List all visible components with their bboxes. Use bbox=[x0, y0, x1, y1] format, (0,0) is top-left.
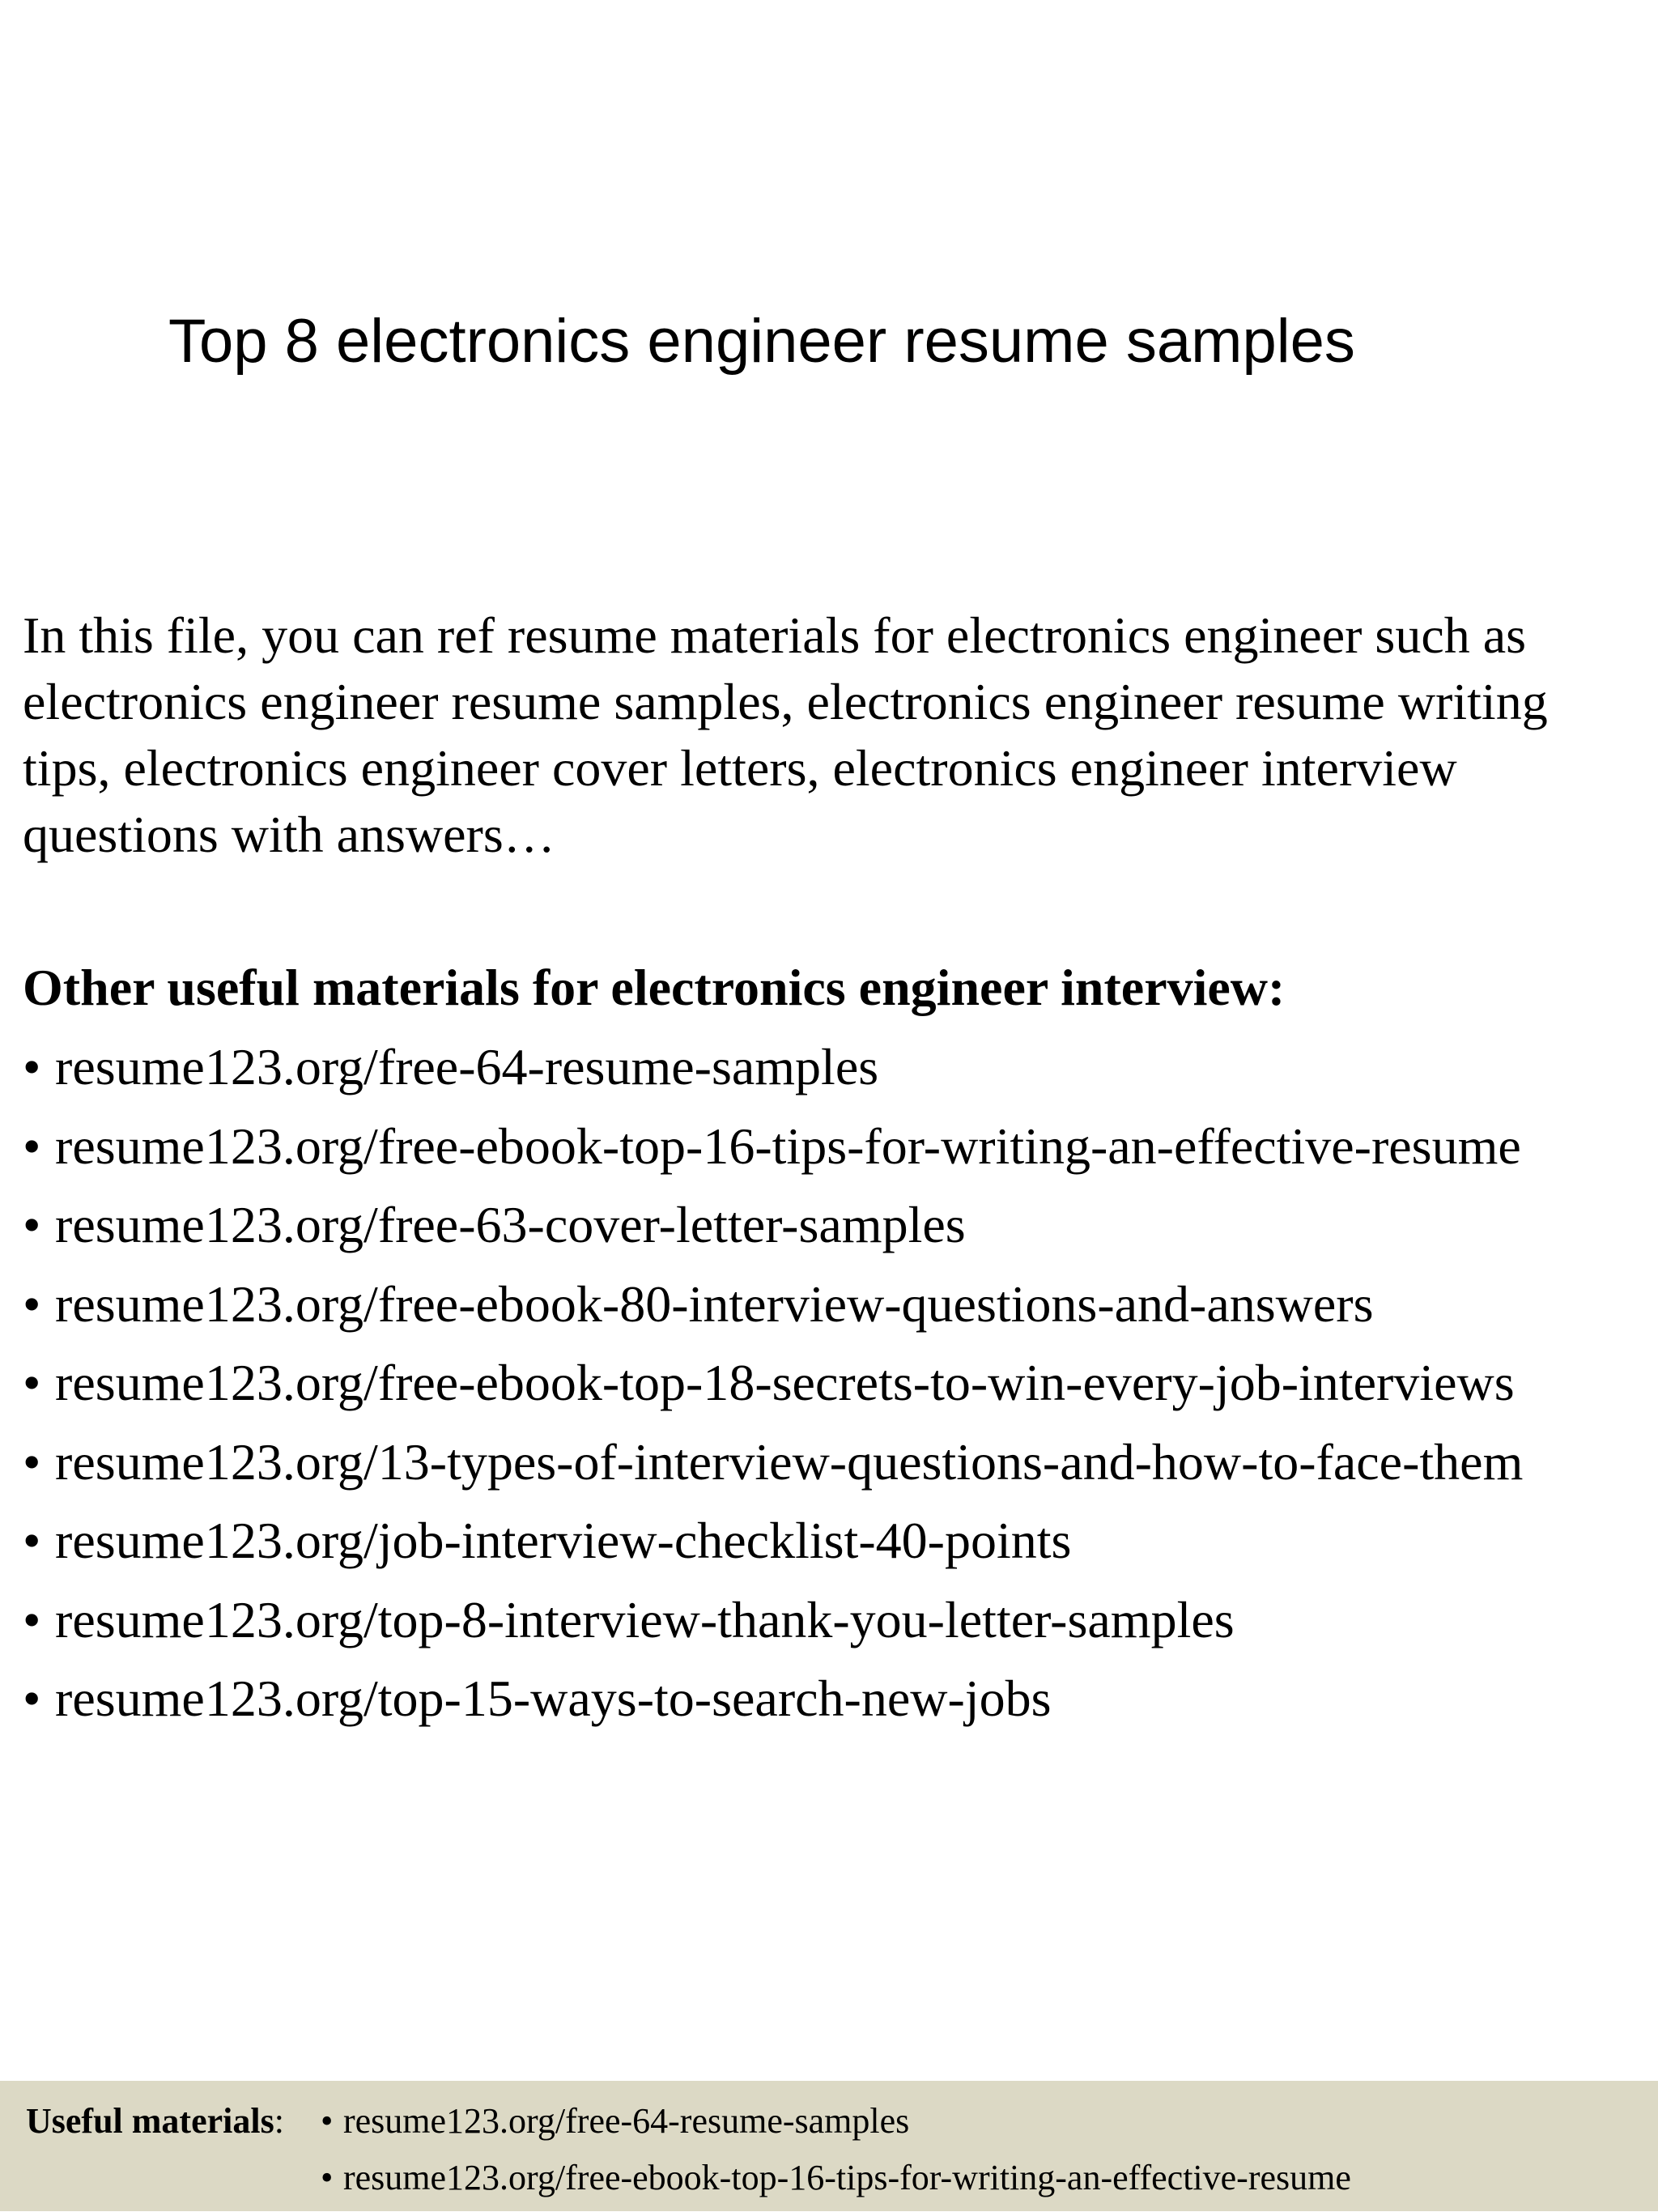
footer-label-text: Useful materials bbox=[26, 2101, 274, 2141]
material-link[interactable]: resume123.org/free-63-cover-letter-samples bbox=[55, 1196, 966, 1253]
page-title: Top 8 electronics engineer resume samples bbox=[168, 307, 1355, 376]
list-item[interactable] bbox=[23, 1191, 1523, 1270]
footer-link[interactable]: resume123.org/free-ebook-top-16-tips-for-writing-an-effective-resume bbox=[343, 2158, 1351, 2197]
footer-link[interactable]: resume123.org/free-64-resume-samples bbox=[343, 2101, 910, 2141]
footer-label bbox=[26, 2099, 284, 2144]
material-link[interactable]: resume123.org/free-ebook-80-interview-questions-and-answers bbox=[55, 1274, 1374, 1333]
footer-label-separator: : bbox=[274, 2101, 284, 2141]
material-link[interactable]: resume123.org/free-64-resume-samples bbox=[55, 1038, 879, 1095]
list-item[interactable] bbox=[23, 1586, 1523, 1665]
material-link[interactable]: resume123.org/13-types-of-interview-questions-and-how-to-face-them bbox=[55, 1432, 1524, 1491]
footer-list-item[interactable] bbox=[321, 2099, 1351, 2155]
intro-paragraph: In this file, you can ref resume materials for electronics engineer such as electronics engineer resume samples, electronics engineer resume writing tips, electronics engineer cover letters, electronics engineer interview questions with answers… bbox=[23, 606, 1548, 863]
list-item[interactable] bbox=[23, 1033, 1523, 1112]
list-item[interactable] bbox=[23, 1507, 1523, 1586]
material-link[interactable]: resume123.org/top-8-interview-thank-you-letter-samples bbox=[55, 1590, 1235, 1648]
list-item[interactable] bbox=[23, 1428, 1523, 1508]
list-item[interactable] bbox=[23, 1112, 1523, 1192]
list-item[interactable] bbox=[23, 1270, 1523, 1350]
bullet-icon: • bbox=[23, 1038, 41, 1095]
material-link[interactable]: resume123.org/top-15-ways-to-search-new-jobs bbox=[55, 1670, 1052, 1727]
bullet-icon: • bbox=[23, 1432, 41, 1491]
materials-heading: Other useful materials for electronics engineer interview: bbox=[23, 959, 1286, 1016]
footer-bar bbox=[0, 2081, 1658, 2211]
bullet-icon: • bbox=[321, 2158, 334, 2197]
list-item[interactable] bbox=[23, 1349, 1523, 1428]
material-link[interactable]: resume123.org/free-ebook-top-16-tips-for-writing-an-effective-resume bbox=[55, 1117, 1521, 1175]
footer-list-item[interactable] bbox=[321, 2155, 1351, 2212]
list-item[interactable] bbox=[23, 1665, 1523, 1744]
materials-list bbox=[23, 1033, 1523, 1744]
material-link[interactable]: resume123.org/job-interview-checklist-40-points bbox=[55, 1512, 1072, 1569]
bullet-icon: • bbox=[23, 1196, 41, 1253]
footer-list bbox=[321, 2099, 1351, 2212]
bullet-icon: • bbox=[23, 1512, 41, 1569]
bullet-icon: • bbox=[23, 1354, 41, 1411]
bullet-icon: • bbox=[23, 1590, 41, 1648]
bullet-icon: • bbox=[23, 1274, 41, 1333]
bullet-icon: • bbox=[23, 1117, 41, 1175]
bullet-icon: • bbox=[23, 1670, 41, 1727]
material-link[interactable]: resume123.org/free-ebook-top-18-secrets-to-win-every-job-interviews bbox=[55, 1354, 1515, 1411]
bullet-icon: • bbox=[321, 2101, 334, 2141]
